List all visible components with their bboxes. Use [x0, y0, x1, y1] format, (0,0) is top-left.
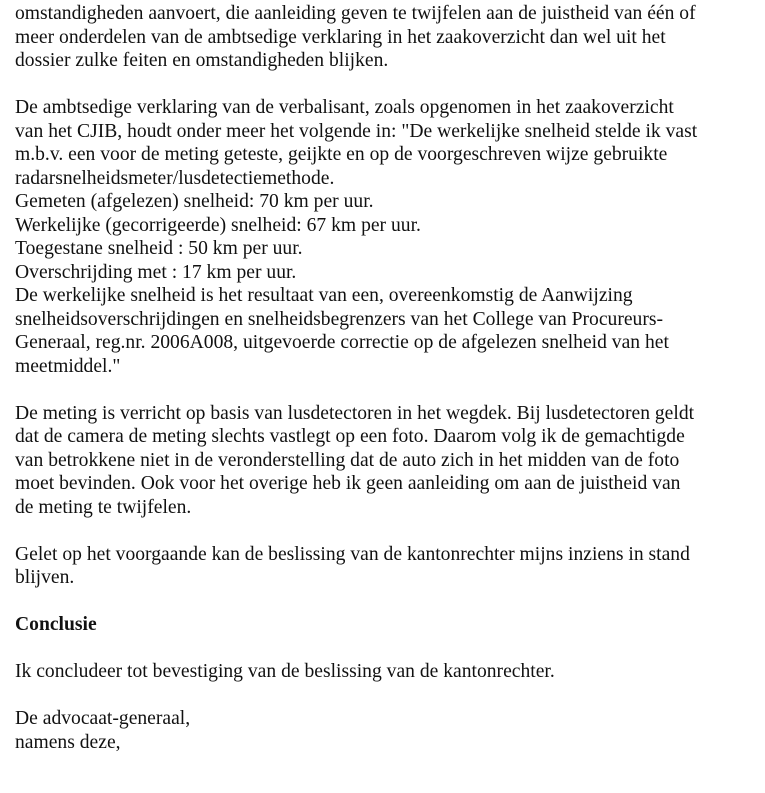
text-line: van betrokkene niet in de veronderstelling dat de auto zich in het midden van de foto	[15, 449, 680, 471]
signature-on-behalf: namens deze,	[15, 731, 121, 753]
measured-speed-line: Gemeten (afgelezen) snelheid: 70 km per uur.	[15, 191, 374, 212]
paragraph-continuation	[15, 2, 760, 73]
text-line: snelheidsoverschrijdingen en snelheidsbegrenzers van het College van Procureurs-	[15, 308, 664, 330]
signature-block	[15, 707, 760, 754]
signature-title: De advocaat-generaal,	[15, 708, 191, 729]
text-line: meetmiddel."	[15, 355, 121, 377]
text-line: De werkelijke snelheid is het resultaat van een, overeenkomstig de Aanwijzing	[15, 285, 633, 306]
text-line: De meting is verricht op basis van lusdetectoren in het wegdek. Bij lusdetectoren geldt	[15, 402, 695, 424]
document-page	[15, 2, 760, 754]
conclusion-heading: Conclusie	[15, 614, 97, 635]
conclusion-text	[15, 660, 760, 684]
paragraph-decision	[15, 543, 760, 590]
text-line: m.b.v. een voor de meting geteste, geijkte en op de voorgeschreven wijze gebruikte	[15, 144, 668, 165]
paragraph-official-statement	[15, 96, 760, 378]
excess-speed-line: Overschrijding met : 17 km per uur.	[15, 261, 297, 283]
text-line: dossier zulke feiten en omstandigheden blijken.	[15, 50, 389, 71]
text-line: Generaal, reg.nr. 2006A008, uitgevoerde correctie op de afgelezen snelheid van het	[15, 332, 669, 353]
text-line: Ik concludeer tot bevestiging van de beslissing van de kantonrechter.	[15, 661, 555, 682]
text-line: Gelet op het voorgaande kan de beslissing van de kantonrechter mijns inziens in stand	[15, 543, 690, 565]
text-line: blijven.	[15, 567, 75, 588]
text-line: radarsnelheidsmeter/lusdetectiemethode.	[15, 167, 335, 189]
text-line: de meting te twijfelen.	[15, 496, 192, 518]
paragraph-measurement	[15, 402, 760, 520]
text-line: meer onderdelen van de ambtsedige verklaring in het zaakoverzicht dan wel uit het	[15, 26, 666, 48]
text-line: omstandigheden aanvoert, die aanleiding geven te twijfelen aan de juistheid van één of	[15, 3, 696, 24]
corrected-speed-line: Werkelijke (gecorrigeerde) snelheid: 67 km per uur.	[15, 214, 421, 236]
text-line: De ambtsedige verklaring van de verbalisant, zoals opgenomen in het zaakoverzicht	[15, 97, 674, 118]
text-line: dat de camera de meting slechts vastlegt op een foto. Daarom volg ik de gemachtigde	[15, 426, 685, 447]
text-line: van het CJIB, houdt onder meer het volgende in: "De werkelijke snelheid stelde ik vast	[15, 120, 698, 142]
allowed-speed-line: Toegestane snelheid : 50 km per uur.	[15, 238, 303, 259]
text-line: moet bevinden. Ook voor het overige heb ik geen aanleiding om aan de juistheid van	[15, 473, 681, 494]
